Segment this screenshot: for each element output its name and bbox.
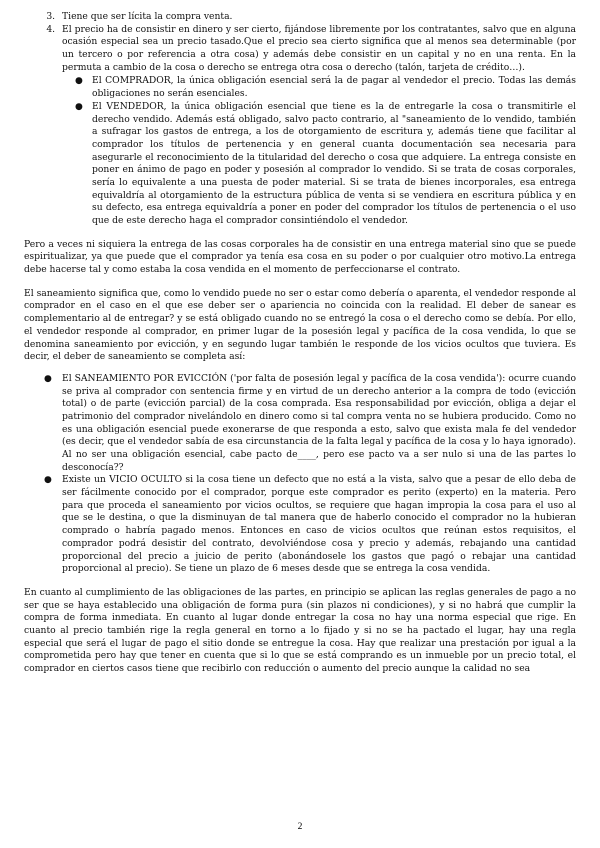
list-item-4 [58, 24, 576, 228]
list-item-3: 3. Tiene que ser lícita la compra venta. [58, 11, 576, 24]
numbered-list [24, 11, 576, 228]
bullet-icon: ● [44, 373, 52, 384]
buyer-bullet [75, 75, 576, 100]
seller-bullet-text: El VENDEDOR, la única obligación esencial que tiene es la de entregarle la cosa o transmitirle el derecho vendido. Además está obligado, salvo pacto contrario, al "saneamiento de lo vendido, también a sufragar los gastos de entrega, a los de otorgamiento de escritura y, además tiene que facilitar al comprador los títulos de pertenencia y en general cuanta documentación sea necesaria para asegurarle el reconocimiento de la titularidad del derecho o cosa que adquiere. La entrega consiste en poner en ánimo de pago en poder y posesión al comprador lo vendido. Si se trata de cosas corporales, sería lo equivalente a una puesta de poder material. Si se trata de bienes incorporales, esa entrega equivaldría al otorgamiento de la estructura pública de venta si se vendiera en escritura pública y en su defecto, esa entrega equivaldría a poner en poder del comprador los títulos de pertenencia o el uso que de este derecho haga el comprador consintiéndolo el vendedor. [92, 100, 576, 226]
paragraph-delivery: Pero a veces ni siquiera la entrega de las cosas corporales ha de consistir en una entrega material sino que se puede espiritualizar, ya que puede que el comprador ya tenía esa cosa en su poder o por cualquier otro motivo.La entrega debe hacerse tal y como estaba la cosa vendida en el momento de perfeccionarse el contrato. [24, 238, 576, 276]
eviction-bullet [44, 372, 576, 475]
eviction-bullet-text: El SANEAMIENTO POR EVICCIÓN ('por falta de posesión legal y pacífica de la cosa vendida'): ocurre cuando se priva al comprador con sentencia firme y en virtud de un derecho anterior a la compra de todo (evicción total) o de parte (evicción parcial) de la cosa comprada. Esa responsabilidad por evicción, obliga a dejar el patrimonio del comprador nivelándolo en dinero como si tal compra venta no se hubiera producido. Como no es una obligación esencial puede exonerarse de que responda a esto, salvo que exista mala fe del vendedor (es decir, que el vendedor sabía de esa circunstancia de la falta legal y pacífica de la cosa y lo haya ignorado). Al no ser una obligación esencial, cabe pacto de____, pero ese pacto va a ser nulo si una de las partes lo desconocía?? [62, 372, 576, 473]
hidden-defect-bullet [44, 474, 576, 576]
page-number: 2 [297, 822, 303, 832]
seller-bullet [75, 100, 576, 228]
buyer-bullet-text: El COMPRADOR, la única obligación esencial será la de pagar al vendedor el precio. Todas las demás obligaciones no serán esenciales. [92, 75, 576, 100]
paragraph-fulfillment: En cuanto al cumplimiento de las obligaciones de las partes, en principio se aplican las reglas generales de pago a no ser que se haya establecido una obligación de forma pura (sin plazos ni condiciones), y si no habrá que cumplir la compra de forma inmediata. En cuanto al lugar donde entregar la cosa no hay una norma especial que rige. En cuanto al precio también rige la regla general en torno a lo fijado y si no se ha pactado el lugar, hay una regla especial que será el lugar de pago el sitio donde se entregue la cosa. Hay que realizar una prestación por igual a la comprometida pero hay que tener en cuenta que si lo que se está comprando es un inmueble por un precio total, el comprador en ciertos casos tiene que recibirlo con reducción o aumento del precio aunque la calidad no sea [24, 586, 576, 674]
bullet-icon: ● [44, 475, 52, 486]
list-item-4-text: El precio ha de consistir en dinero y ser cierto, fijándose libremente por los contratantes, salvo que en alguna ocasión especial sea un precio tasado.Que el precio sea cierto significa que al menos sea determinable (por un tercero o por referencia a otra cosa) y además debe consistir en un capital y no en una renta. En la permuta a cambio de la cosa o derecho se entrega otra cosa o derecho (talón, tarjeta de crédito…). [62, 23, 576, 73]
paragraph-saneamiento: El saneamiento significa que, como lo vendido puede no ser o estar como debería o aparenta, el vendedor responde al comprador en el caso en el que ese deber ser o apariencia no coincida con la realidad. El deber de sanear es complementario al de entregar? y se está obligado cuando no se entregó la cosa o el derecho como se debía. Por ello, el vendedor responde al comprador, en primer lugar de la posesión legal y pacífica de la cosa vendida, lo que se denomina saneamiento por evicción, y en segundo lugar también le responde de los vicios ocultos que tuviera. Es decir, el deber de saneamiento se completa así: [24, 287, 576, 363]
bullet-icon: ● [75, 101, 83, 112]
saneamiento-list [24, 373, 576, 576]
parties-obligations-list [62, 75, 576, 227]
hidden-defect-bullet-text: Existe un VICIO OCULTO si la cosa tiene un defecto que no está a la vista, salvo que a pesar de ello deba de ser fácilmente conocido por el comprador, porque este comprador es perito (experto) en la materia. Pero para que proceda el saneamiento por vicios ocultos, se requiere que hagan impropia la cosa para el uso al que se le destina, o que la disminuyan de tal manera que de haberlo conocido el comprador no la hubieran comprado o habría pagado menos. Entonces en caso de vicios ocultos que reúnan estos requisitos, el comprador podrá desistir del contrato, devolviéndose cosa y precio y además, rebajando una cantidad proporcional del precio a juicio de perito (abonándosele los gastos que pagó o rebajar una cantidad proporcional al precio). Se tiene un plazo de 6 meses desde que se entrega la cosa vendida. [62, 474, 576, 575]
bullet-icon: ● [75, 76, 83, 87]
